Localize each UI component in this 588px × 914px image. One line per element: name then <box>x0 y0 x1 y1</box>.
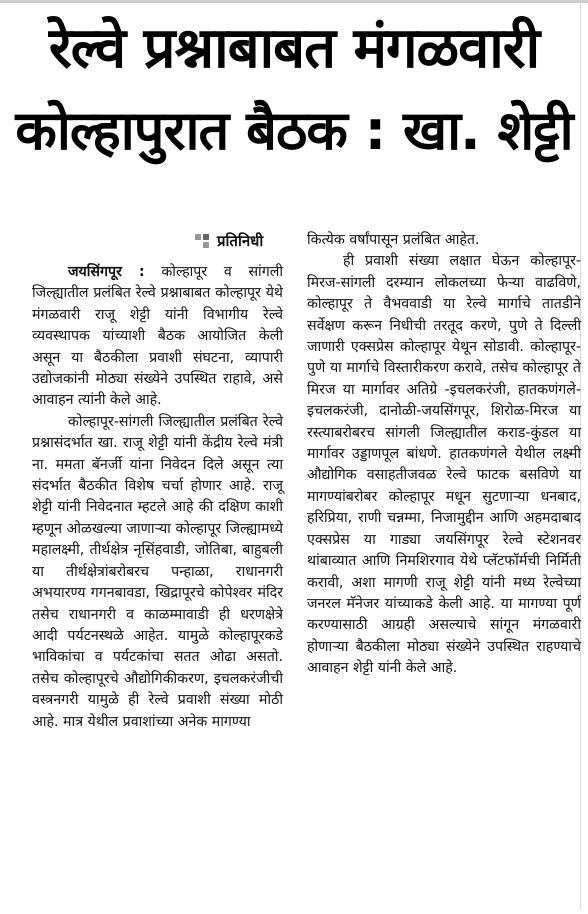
headline-line-2: कोल्हापुरात बैठक : खा. शेट्टी <box>15 99 573 162</box>
article-paragraph-3: ही प्रवाशी संख्या लक्षात घेऊन कोल्हापूर-मिरज-सांगली दरम्यान लोकलच्या फेऱ्या वाढविणे, कोल्हापूर ते वैभववाडी या रेल्वे मार्गाचे तातडीने सर्वेक्षण करून निधीची तरतूद करणे, पुणे ते दिल्ली जाणारी एक्सप्रेस कोल्हापूर येथून सोडावी. कोल्हापूर-पुणे या मार्गाचे विस्तारीकरण करावे, तसेच कोल्हापूर ते मिरज या मार्गावर अतिग्रे -इचलकरंजी, हातकणंगले-इचलकरंजी, दानोळी-जयसिंगपूर, शिरोळ-मिरज या रस्त्याबरोबरच सांगली जिल्ह्यातील कराड-कुंडल या मार्गावर उड्डाणपूल बांधणे. हातकणंगले येथील लक्ष्मी औद्योगिक वसाहतीजवळ रेल्वे फाटक बसविणे या मागण्यांबरोबर कोल्हापूर मधून सुटणाऱ्या धनबाद, हरिप्रिया, राणी चन्नम्मा, निजामुद्दीन आणि अहमदाबाद एक्सप्रेस या गाड्या जयसिंगपूर रेल्वे स्टेशनवर थांबाव्यात आणि निमशिरगाव येथे प्लॅटफॉर्मची निर्मिती करावी, अशा मागणी राजू शेट्टी यांनी मध्य रेल्वेच्या जनरल मॅनेजर यांच्याकडे केली आहे. या मागण्या पूर्ण करण्यासाठी आग्रही असल्याचे सांगून मंगळवारी होणाऱ्या बैठकीला मोठ्या संख्येने उपस्थित राहण्याचे आवाहन शेट्टी यांनी केले आहे. <box>307 253 581 677</box>
article-paragraph-2-continued: कित्येक वर्षांपासून प्रलंबित आहेत. <box>307 232 480 248</box>
byline-text: प्रतिनिधी <box>217 232 264 250</box>
byline <box>195 228 285 254</box>
headline <box>0 8 588 172</box>
article-paragraph-1 <box>32 262 283 412</box>
byline-squares-icon <box>195 234 209 248</box>
dateline-place: जयसिंगपूर : <box>68 264 145 280</box>
article-paragraph-2: कोल्हापूर-सांगली जिल्ह्यातील प्रलंबित रेल्वे प्रश्नासंदर्भात खा. राजू शेट्टी यांनी केंद्रीय रेल्वे मंत्री ना. ममता बॅनर्जी यांना निवेदन दिले असून त्या संदर्भात बैठकीत विशेष चर्चा होणार आहे. राजू शेट्टी यांनी निवेदनात म्हटले आहे की दक्षिण काशी म्हणून ओळखल्या जाणाऱ्या कोल्हापूर जिल्ह्यामध्ये महालक्ष्मी, तीर्थक्षेत्र नृसिंहवाडी, जोतिबा, बाहुबली या तीर्थक्षेत्रांबरोबरच पन्हाळा, राधानगरी अभयारण्य गगनबावडा, खिद्रापूरचे कोपेश्वर मंदिर तसेच राधानगरी व काळम्मावाडी ही धरणक्षेत्रे आदी पर्यटनस्थळे आहेत. यामुळे कोल्हापूरकडे भाविकांचा व पर्यटकांचा सतत ओढा असतो. तसेच कोल्हापूरचे औद्योगिकीकरण, इचलकरंजीची वस्त्रनगरी यामुळे ही रेल्वे प्रवाशी संख्या मोठी आहे. मात्र येथील प्रवाशांच्या अनेक मागण्या <box>32 413 283 730</box>
headline-line-1: रेल्वे प्रश्नाबाबत मंगळवारी <box>48 16 540 81</box>
paragraph-1-text: कोल्हापूर व सांगली जिल्ह्यातील प्रलंबित रेल्वे प्रश्नाबाबत कोल्हापूर येथे मंगळवारी राजू शेट्टी यांनी विभागीय रेल्वे व्यवस्थापक यांच्याशी बैठक आयोजित केली असून या बैठकीला प्रवाशी संघटना, व्यापारी उद्योजकांनी मोठ्या संख्येने उपस्थित राहावे, असे आवाहन त्यांनी केले आहे. <box>32 264 284 409</box>
article-column-left <box>32 262 283 733</box>
article-column-right <box>307 230 581 680</box>
